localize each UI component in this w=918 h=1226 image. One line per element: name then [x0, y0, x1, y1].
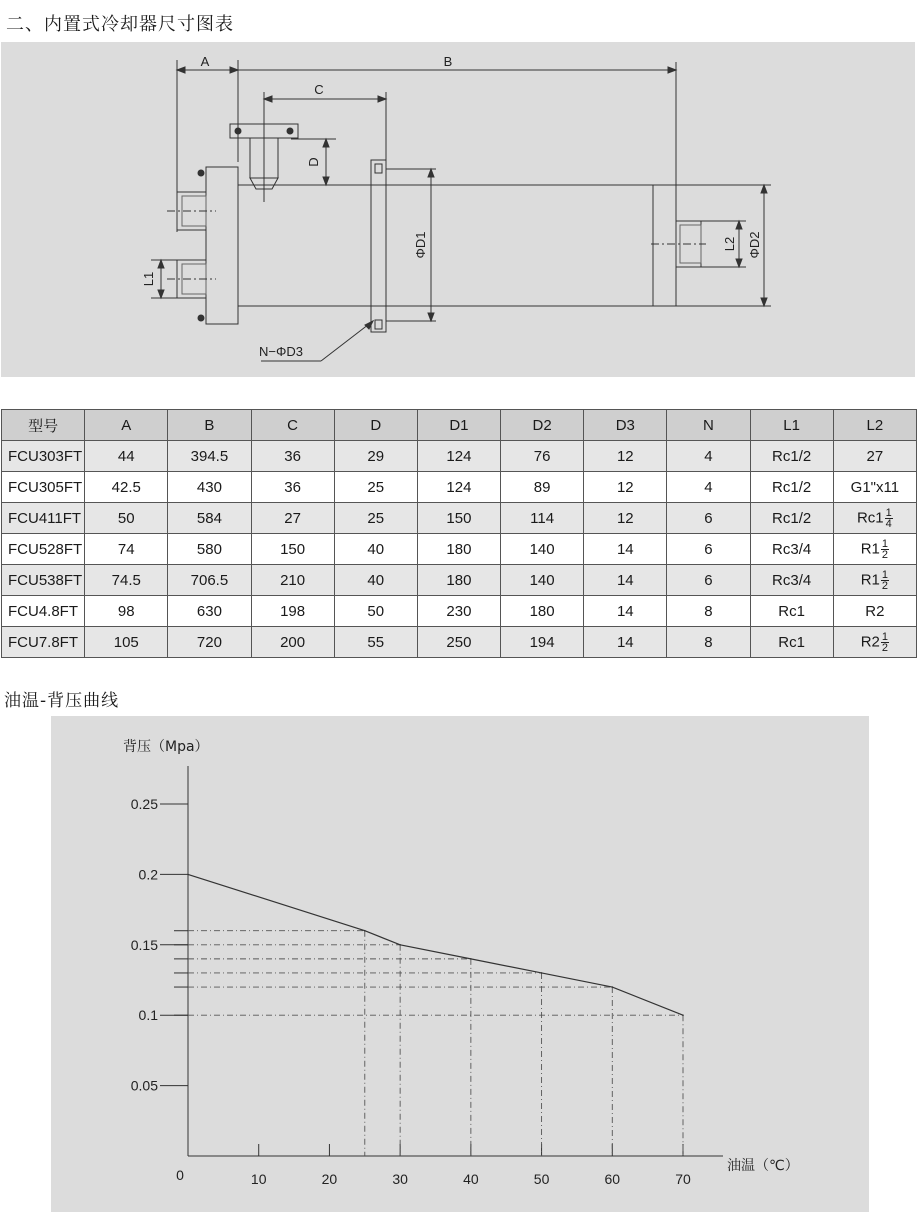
cell-d1: 180 — [417, 565, 500, 596]
cell-d1: 124 — [417, 441, 500, 472]
table-row — [2, 565, 917, 596]
cell-d: 29 — [334, 441, 417, 472]
cell-c: 150 — [251, 534, 334, 565]
cell-d2: 140 — [501, 565, 584, 596]
cell-l2: R1 $\frac{1}{2}$ — [833, 534, 916, 565]
col-header-model: 型号 — [2, 410, 85, 441]
cell-b: 584 — [168, 503, 251, 534]
cell-l1: Rc1/2 — [750, 472, 833, 503]
cell-a: 44 — [85, 441, 168, 472]
cell-model: FCU4.8FT — [2, 596, 85, 627]
cell-d1: 150 — [417, 503, 500, 534]
cell-model: FCU411FT — [2, 503, 85, 534]
dim-label-d1: ΦD1 — [413, 231, 428, 259]
cell-model: FCU7.8FT — [2, 627, 85, 658]
col-header-d1: D1 — [417, 410, 500, 441]
origin-label: 0 — [176, 1167, 184, 1183]
col-header-b: B — [168, 410, 251, 441]
cell-model: FCU528FT — [2, 534, 85, 565]
curve-point — [470, 958, 472, 960]
cell-d2: 114 — [501, 503, 584, 534]
table-row — [2, 503, 917, 534]
cell-a: 74 — [85, 534, 168, 565]
table-row — [2, 596, 917, 627]
dim-label-b: B — [443, 54, 453, 69]
cell-d: 50 — [334, 596, 417, 627]
cell-l2: 27 — [833, 441, 916, 472]
cell-l2: R1 $\frac{1}{2}$ — [833, 565, 916, 596]
x-tick-label: 30 — [392, 1171, 408, 1187]
cell-b: 720 — [168, 627, 251, 658]
dim-label-l2: L2 — [722, 236, 737, 252]
x-tick-label: 70 — [675, 1171, 691, 1187]
cell-d: 40 — [334, 565, 417, 596]
x-tick-label: 10 — [250, 1171, 267, 1187]
x-axis-label: 油温（℃） — [727, 1158, 799, 1174]
cell-model: FCU538FT — [2, 565, 85, 596]
cell-l1: Rc1/2 — [750, 441, 833, 472]
cell-l2: Rc1 $\frac{1}{4}$ — [833, 503, 916, 534]
cell-d3: 14 — [584, 565, 667, 596]
cooler-dimension-drawing — [1, 42, 915, 377]
cell-d: 25 — [334, 503, 417, 534]
cell-d: 40 — [334, 534, 417, 565]
temperature-pressure-chart — [51, 716, 869, 1212]
dim-label-n-d3: N−ΦD3 — [259, 344, 303, 359]
cell-d2: 89 — [501, 472, 584, 503]
cell-d: 55 — [334, 627, 417, 658]
dim-label-a: A — [200, 54, 210, 69]
cell-l1: Rc1 — [750, 596, 833, 627]
cell-b: 706.5 — [168, 565, 251, 596]
cell-d3: 12 — [584, 472, 667, 503]
y-axis-label: 背压（Mpa） — [123, 739, 209, 755]
cell-a: 50 — [85, 503, 168, 534]
y-tick-label: 0.25 — [130, 796, 158, 812]
dim-label-c: C — [314, 82, 324, 97]
cell-d1: 180 — [417, 534, 500, 565]
cell-a: 74.5 — [85, 565, 168, 596]
cell-d: 25 — [334, 472, 417, 503]
table-row — [2, 472, 917, 503]
cell-c: 198 — [251, 596, 334, 627]
cell-b: 580 — [168, 534, 251, 565]
cell-l2: R2 $\frac{1}{2}$ — [833, 627, 916, 658]
cell-a: 42.5 — [85, 472, 168, 503]
table-row — [2, 534, 917, 565]
curve-point — [399, 944, 401, 946]
y-tick-label: 0.2 — [138, 866, 158, 883]
cell-model: FCU303FT — [2, 441, 85, 472]
col-header-n: N — [667, 410, 750, 441]
cell-c: 36 — [251, 441, 334, 472]
table-body — [2, 441, 917, 658]
cell-l1: Rc1 — [750, 627, 833, 658]
y-tick-label: 0.1 — [138, 1007, 158, 1024]
dim-label-d: D — [306, 157, 321, 167]
cell-d3: 14 — [584, 534, 667, 565]
cell-l2: G1"x11 — [833, 472, 916, 503]
x-tick-label: 20 — [321, 1171, 338, 1187]
curve-point — [541, 972, 543, 974]
cell-n: 4 — [667, 441, 750, 472]
curve-point — [611, 986, 613, 988]
cell-b: 394.5 — [168, 441, 251, 472]
cell-c: 27 — [251, 503, 334, 534]
dim-label-d2: ΦD2 — [747, 231, 762, 259]
y-tick-label: 0.05 — [130, 1077, 158, 1094]
dim-label-l1: L1 — [141, 271, 156, 287]
cell-n: 6 — [667, 503, 750, 534]
cell-d2: 180 — [501, 596, 584, 627]
section-title-dimensions: 二、内置式冷却器尺寸图表 — [6, 14, 234, 35]
cell-c: 200 — [251, 627, 334, 658]
y-tick-label: 0.15 — [130, 936, 158, 953]
cell-l1: Rc3/4 — [750, 565, 833, 596]
cell-b: 430 — [168, 472, 251, 503]
cell-d2: 140 — [501, 534, 584, 565]
cell-n: 4 — [667, 472, 750, 503]
dimension-table — [1, 409, 917, 658]
cell-n: 6 — [667, 534, 750, 565]
col-header-c: C — [251, 410, 334, 441]
x-tick-label: 40 — [463, 1171, 479, 1187]
table-row — [2, 627, 917, 658]
cell-d2: 76 — [501, 441, 584, 472]
curve-point — [682, 1014, 684, 1016]
cell-d3: 12 — [584, 503, 667, 534]
chart-svg — [51, 716, 869, 1212]
section-title-curve: 油温-背压曲线 — [4, 691, 120, 711]
cell-d1: 124 — [417, 472, 500, 503]
table-row — [2, 441, 917, 472]
col-header-d: D — [334, 410, 417, 441]
cell-l2: R2 — [833, 596, 916, 627]
cell-l1: Rc3/4 — [750, 534, 833, 565]
cell-l1: Rc1/2 — [750, 503, 833, 534]
cell-d3: 14 — [584, 627, 667, 658]
cell-n: 8 — [667, 627, 750, 658]
x-tick-label: 50 — [533, 1171, 550, 1187]
cell-a: 105 — [85, 627, 168, 658]
cell-d3: 12 — [584, 441, 667, 472]
table-header-row — [2, 410, 917, 441]
cell-b: 630 — [168, 596, 251, 627]
curve-point — [364, 930, 366, 932]
col-header-a: A — [85, 410, 168, 441]
x-tick-label: 60 — [604, 1171, 621, 1187]
cell-model: FCU305FT — [2, 472, 85, 503]
cell-c: 36 — [251, 472, 334, 503]
cell-d3: 14 — [584, 596, 667, 627]
cell-d2: 194 — [501, 627, 584, 658]
cell-a: 98 — [85, 596, 168, 627]
col-header-l2: L2 — [833, 410, 916, 441]
cooler-drawing-svg — [1, 42, 915, 377]
col-header-d2: D2 — [501, 410, 584, 441]
cell-n: 6 — [667, 565, 750, 596]
cell-c: 210 — [251, 565, 334, 596]
cell-n: 8 — [667, 596, 750, 627]
col-header-d3: D3 — [584, 410, 667, 441]
curve-point — [187, 874, 189, 876]
cell-d1: 230 — [417, 596, 500, 627]
cell-d1: 250 — [417, 627, 500, 658]
col-header-l1: L1 — [750, 410, 833, 441]
